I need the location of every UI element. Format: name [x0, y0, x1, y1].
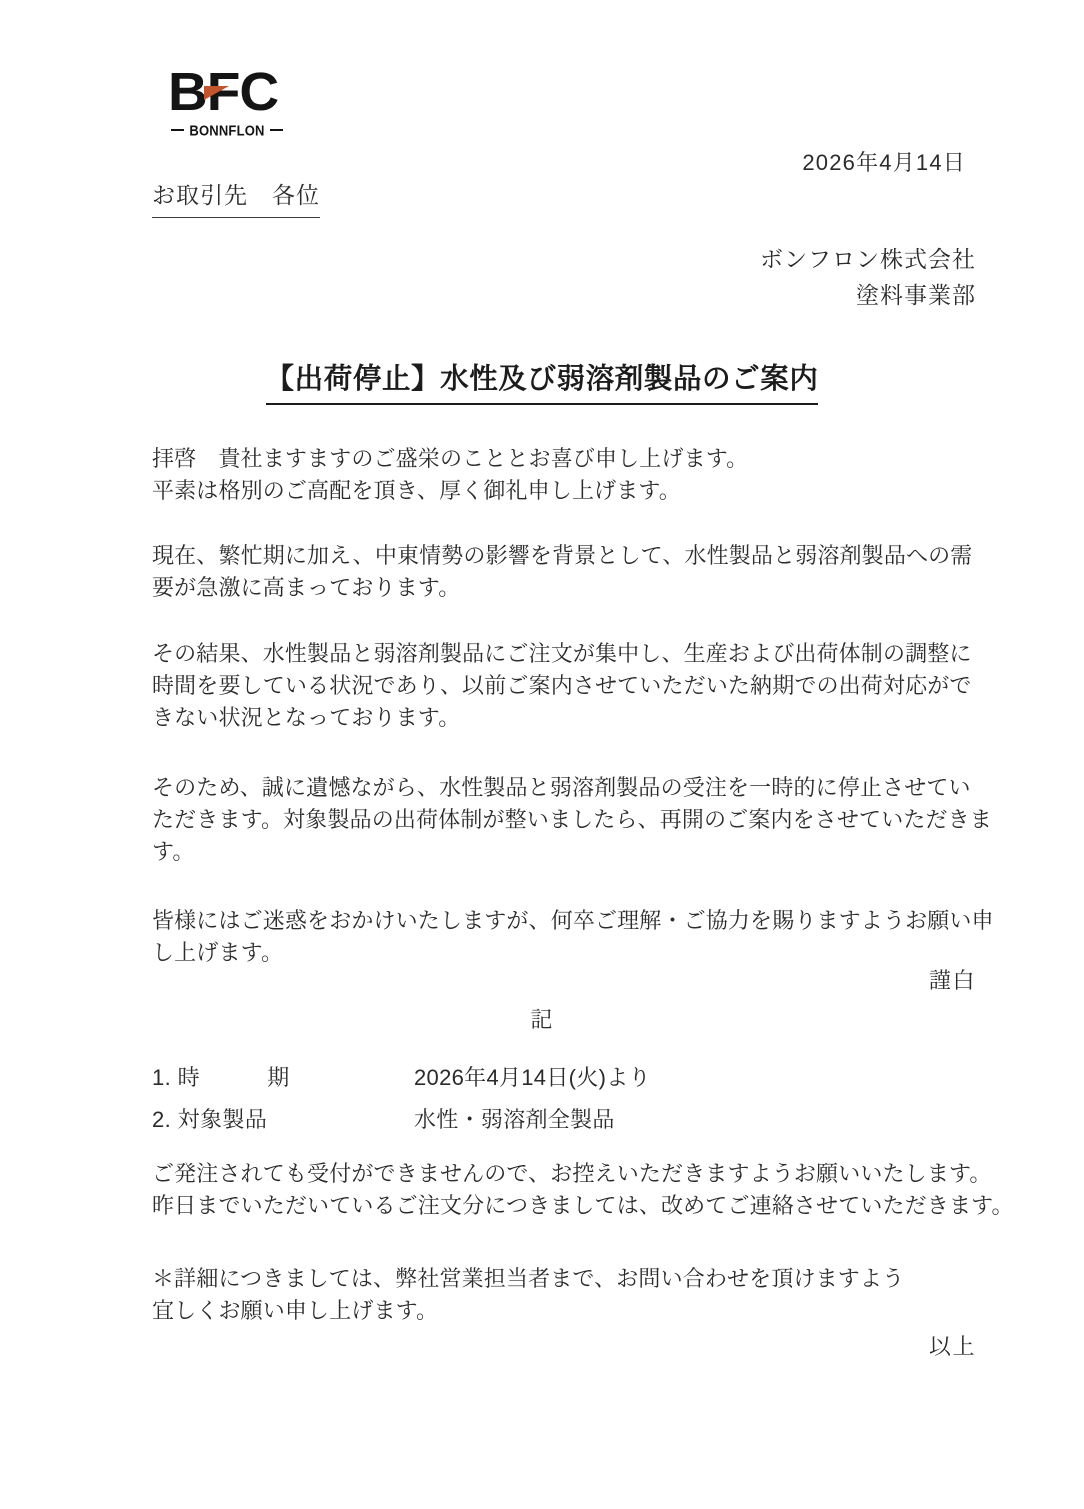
paragraph-line: 皆様にはご迷惑をおかけいたしますが、何卒ご理解・ご協力を賜りますようお願い申	[152, 908, 994, 933]
paragraph-line: 現在、繁忙期に加え、中東情勢の影響を背景として、水性製品と弱溶剤製品への需	[152, 543, 973, 568]
closing-salutation: 謹白	[928, 968, 976, 993]
notice-block	[152, 1158, 1014, 1246]
paragraph-line: そのため、誠に遺憾ながら、水性製品と弱溶剤製品の受注を一時的に停止させてい	[152, 775, 971, 800]
sender-block	[760, 242, 976, 313]
logo-subtitle	[168, 122, 286, 138]
paragraph-line: その結果、水性製品と弱溶剤製品にご注文が集中し、生産および出荷体制の調整に	[152, 641, 972, 666]
paragraph-line: す。	[152, 839, 195, 865]
list-item	[152, 1103, 952, 1134]
item-value: 2026年4月14日(火)より	[414, 1065, 651, 1090]
document-date: 2026年4月14日	[802, 150, 966, 175]
company-logo	[168, 64, 286, 138]
body-paragraph-1	[152, 443, 952, 531]
items-list	[152, 1061, 952, 1145]
item-label: 2. 対象製品	[152, 1107, 268, 1132]
footnote-block	[152, 1263, 952, 1351]
logo-bfc-text: BFC	[168, 62, 279, 122]
logo-bonnflon-text: BONNFLON	[189, 121, 265, 139]
logo-wordmark	[168, 64, 286, 120]
notice-line: 昨日までいただいているご注文分につきましては、改めてご連絡させていただきます。	[152, 1193, 1014, 1219]
list-item	[152, 1061, 952, 1092]
page-title	[0, 356, 1084, 405]
paragraph-line: ただきます。対象製品の出荷体制が整いましたら、再開のご案内をさせていただきま	[152, 807, 992, 833]
paragraph-line: きない状況となっております。	[152, 705, 461, 731]
footnote-line: ＊詳細につきましては、弊社営業担当者まで、お問い合わせを頂けますよう	[152, 1266, 905, 1291]
paragraph-line: 拝啓 貴社ますますのご盛栄のこととお喜び申し上げます。	[152, 446, 749, 471]
addressee-line: お取引先 各位	[152, 177, 320, 218]
paragraph-line: 平素は格別のご高配を頂き、厚く御礼申し上げます。	[152, 478, 681, 504]
body-paragraph-2	[152, 540, 973, 628]
ki-marker: 記	[530, 1007, 554, 1032]
item-value: 水性・弱溶剤全製品	[414, 1107, 615, 1132]
page-title-text: 【出荷停止】水性及び弱溶剤製品のご案内	[266, 356, 819, 405]
end-marker: 以上	[928, 1334, 976, 1359]
logo-triangle-icon	[204, 86, 229, 100]
paragraph-line: し上げます。	[152, 940, 284, 966]
sender-department: 塗料事業部	[856, 281, 976, 308]
body-paragraph-3	[152, 638, 972, 758]
paragraph-line: 時間を要している状況であり、以前ご案内させていただいた納期での出荷対応がで	[152, 673, 972, 699]
body-paragraph-4	[152, 772, 992, 892]
sender-company: ボンフロン株式会社	[760, 246, 976, 272]
logo-dash-right-icon	[270, 129, 283, 131]
item-label: 1. 時 期	[152, 1065, 290, 1090]
body-paragraph-5	[152, 905, 994, 993]
notice-line: ご発注されても受付ができませんので、お控えいただきますようお願いいたします。	[152, 1161, 992, 1186]
paragraph-line: 要が急激に高まっております。	[152, 575, 461, 601]
logo-dash-left-icon	[171, 129, 184, 131]
footnote-line: 宜しくお願い申し上げます。	[152, 1298, 439, 1324]
